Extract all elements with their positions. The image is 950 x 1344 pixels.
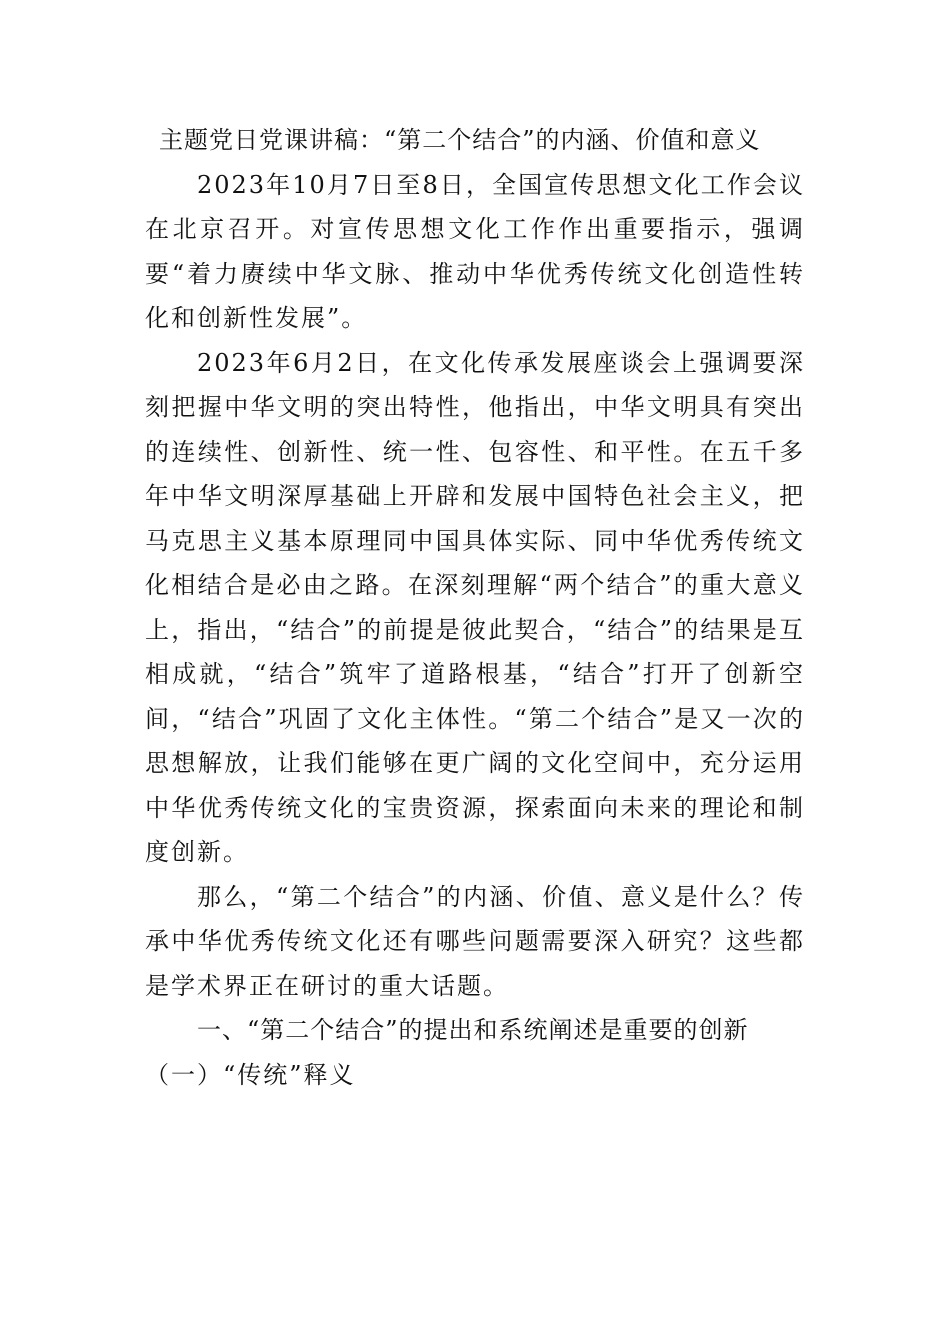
document-title: 主题党日党课讲稿：“第二个结合”的内涵、价值和意义 <box>159 126 761 154</box>
document-body <box>145 118 805 1097</box>
paragraph-2: 2023年6月2日，在文化传承发展座谈会上强调要深刻把握中华文明的突出特性，他指出，中华文明具有突出的连续性、创新性、统一性、包容性、和平性。在五千多年中华文明深厚基础上开辟和发展中国特色社会主义，把马克思主义基本原理同中国具体实际、同中华优秀传统文化相结合是必由之路。在深刻理解“两个结合”的重大意义上，指出，“结合”的前提是彼此契合，“结合”的结果是互相成就，“结合”筑牢了道路根基，“结合”打开了创新空间，“结合”巩固了文化主体性。“第二个结合”是又一次的思想解放，让我们能够在更广阔的文化空间中，充分运用中华优秀传统文化的宝贵资源，探索面向未来的理论和制度创新。 <box>145 348 805 866</box>
paragraph-3: 那么，“第二个结合”的内涵、价值、意义是什么？传承中华优秀传统文化还有哪些问题需要深入研究？这些都是学术界正在研讨的重大话题。 <box>145 882 805 1000</box>
section-heading: 一、“第二个结合”的提出和系统阐述是重要的创新 <box>197 1016 749 1044</box>
paragraph-1: 2023年10月7日至8日，全国宣传思想文化工作会议在北京召开。对宣传思想文化工作作出重要指示，强调要“着力赓续中华文脉、推动中华优秀传统文化创造性转化和创新性发展”。 <box>145 170 805 332</box>
subsection-heading: （一）“传统”释义 <box>145 1060 356 1089</box>
